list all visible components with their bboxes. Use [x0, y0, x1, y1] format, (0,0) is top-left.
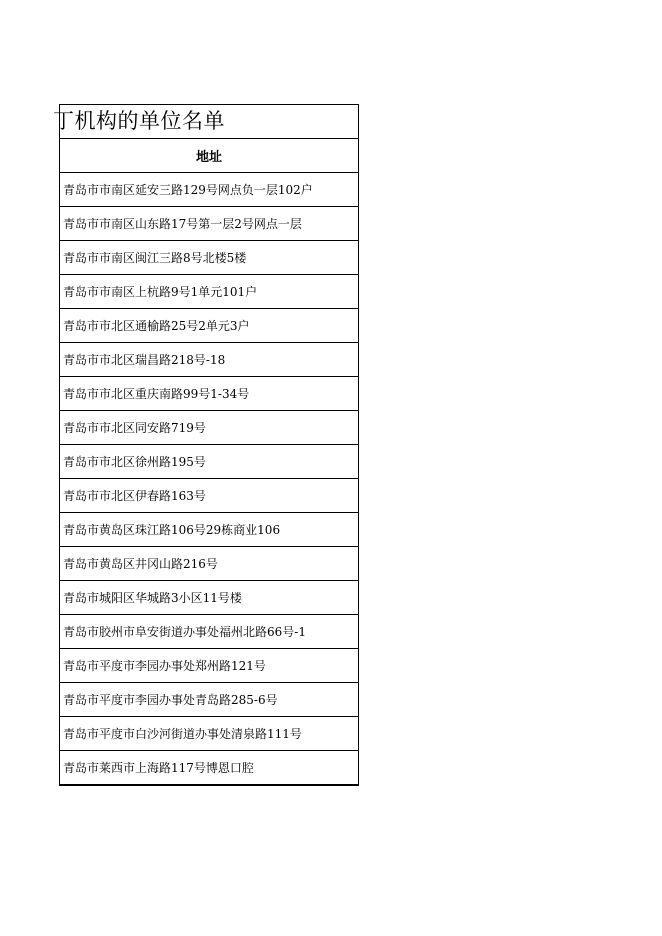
table-row: 青岛市市南区上杭路9号1单元101户 — [60, 275, 358, 309]
table-row: 青岛市平度市白沙河街道办事处清泉路111号 — [60, 717, 358, 751]
table-row: 青岛市市北区重庆南路99号1-34号 — [60, 377, 358, 411]
table-row: 青岛市市北区瑞昌路218号-18 — [60, 343, 358, 377]
table-row: 青岛市城阳区华城路3小区11号楼 — [60, 581, 358, 615]
table-row: 青岛市市北区伊春路163号 — [60, 479, 358, 513]
table-row: 青岛市市北区通榆路25号2单元3户 — [60, 309, 358, 343]
table-row: 青岛市市北区徐州路195号 — [60, 445, 358, 479]
title-partial-prefix: 丁机 — [53, 109, 96, 133]
table-row: 青岛市平度市李园办事处青岛路285-6号 — [60, 683, 358, 717]
table-row: 青岛市胶州市阜安街道办事处福州北路66号-1 — [60, 615, 358, 649]
table-row: 青岛市莱西市上海路117号博恩口腔 — [63, 761, 254, 775]
table-row: 青岛市市南区闽江三路8号北楼5楼 — [60, 241, 358, 275]
table-row: 青岛市黄岛区井冈山路216号 — [60, 547, 358, 581]
table-row: 青岛市市南区延安三路129号网点负一层102户 — [60, 173, 358, 207]
table-row: 青岛市黄岛区珠江路106号29栋商业106 — [60, 513, 358, 547]
address-table — [53, 104, 359, 786]
table-row: 青岛市平度市李园办事处郑州路121号 — [60, 649, 358, 683]
title-row — [53, 105, 358, 139]
table-row: 青岛市市北区同安路719号 — [60, 411, 358, 445]
page-title — [53, 109, 225, 133]
title-main: 构的单位名单 — [96, 109, 225, 133]
column-header-address: 地址 — [60, 139, 358, 173]
table-row: 青岛市市南区山东路17号第一层2号网点一层 — [60, 207, 358, 241]
